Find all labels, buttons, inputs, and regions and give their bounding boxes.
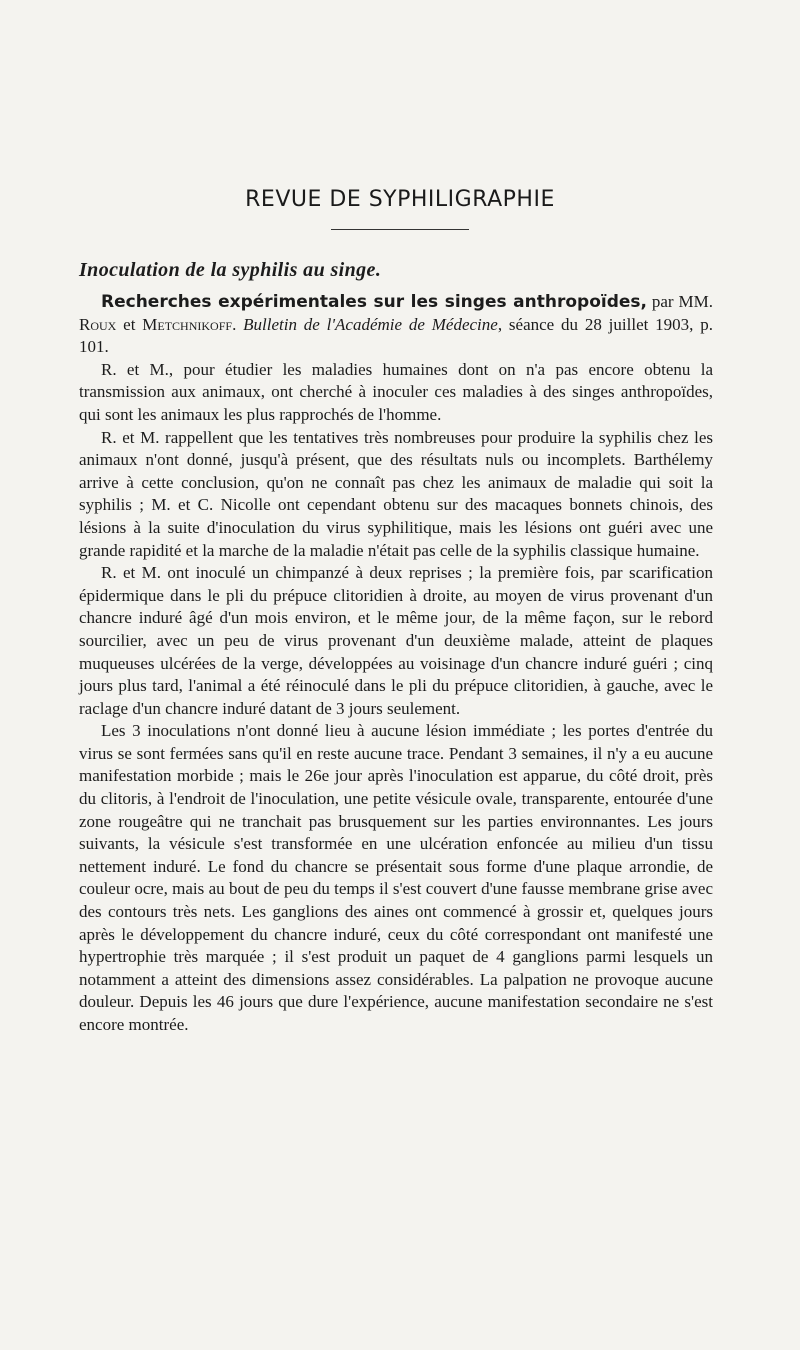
- reference-author-1: Roux: [79, 314, 117, 334]
- reference-session: , séance du 28 juillet 1903, p. 101.: [79, 314, 713, 357]
- body-paragraph-4: Les 3 inoculations n'ont donné lieu à aucune lésion immédiate ; les portes d'entrée du virus se sont fermées sans qu'il en reste aucune trace. Pendant 3 semaines, il n'y a eu aucune manifestation morbide ; mais le 26e jour après l'inoculation est apparue, du côté droit, près du clitoris, à l'endroit de l'inoculation, une petite vésicule ovale, transparente, entourée d'une zone rougeâtre qui ne tranchait pas brusquement sur les parties environnantes. Les jours suivants, la vésicule s'est transformée en une ulcération enfoncée au milieu d'un tissu nettement induré. Le fond du chancre se présentait sous forme d'une plaque arrondie, de couleur ocre, mais au bout de peu du temps il s'est couvert d'une fausse membrane grise avec des contours très nets. Les ganglions des aines ont commencé à grossir et, quelques jours après le développement du chancre induré, ceux du côté correspondant ont manifesté une hypertrophie très marquée ; il s'est produit un paquet de 4 ganglions parmi lesquels un notamment a atteint des dimensions assez considérables. La palpation ne provoque aucune douleur. Depuis les 46 jours que dure l'expérience, aucune manifestation secondaire ne s'est encore montrée.: [79, 721, 713, 1034]
- reference-title: Recherches expérimentales sur les singes anthropoïdes,: [101, 292, 647, 312]
- article-body: [79, 291, 713, 1037]
- reference-journal: Bulletin de l'Académie de Médecine: [243, 314, 498, 334]
- reference-sep: .: [232, 314, 244, 334]
- body-paragraph-2: R. et M. rappellent que les tentatives très nombreuses pour produire la syphilis chez les animaux n'ont donné, jusqu'à présent, que des résultats nuls ou incomplets. Barthélemy arrive à cette conclusion, qu'on ne connaît pas chez les animaux de maladie qui soit la syphilis ; M. et C. Nicolle ont cependant obtenu sur des macaques bonnets chinois, des lésions à la suite d'inoculation du virus syphilitique, mais les lésions ont guéri avec une grande rapidité et la marche de la maladie n'était pas celle de la syphilis classique humaine.: [79, 427, 713, 560]
- title-divider: [331, 229, 469, 230]
- reference-par: par MM.: [646, 292, 713, 311]
- reference-author-2: Metchnikoff: [142, 314, 233, 334]
- article-title: Inoculation de la syphilis au singe.: [79, 259, 382, 281]
- body-paragraph-3: R. et M. ont inoculé un chimpanzé à deux reprises ; la première fois, par scarification épidermique dans le pli du prépuce clitoridien à droite, au moyen de virus provenant d'un chancre induré âgé d'un mois environ, et le même jour, de la même façon, sur le rebord sourcilier, avec un peu de virus provenant d'un deuxième malade, atteint de plaques muqueuses ulcérées de la verge, développées au voisinage d'un chancre induré guéri ; cinq jours plus tard, l'animal a été réinoculé dans le pli du prépuce clitoridien, à gauche, avec le raclage d'un chancre induré datant de 3 jours seulement.: [79, 563, 713, 718]
- body-paragraph-1: R. et M., pour étudier les maladies humaines dont on n'a pas encore obtenu la transmission aux animaux, ont cherché à inoculer ces maladies à des singes anthropoïdes, qui sont les animaux les plus rapprochés de l'homme.: [79, 359, 713, 424]
- reference-et: et: [116, 314, 143, 334]
- reference-paragraph: [79, 291, 713, 359]
- section-title: REVUE DE SYPHILIGRAPHIE: [245, 187, 555, 212]
